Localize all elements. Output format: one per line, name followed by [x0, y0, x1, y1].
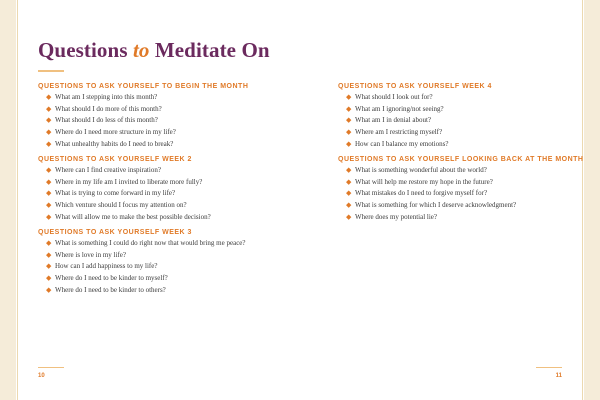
- list-item: [338, 139, 492, 151]
- diamond-bullet-icon: ◆: [346, 189, 352, 198]
- list-item: [338, 200, 584, 212]
- question-text: What unhealthy habits do I need to break?: [55, 139, 174, 148]
- question-text: What should I do less of this month?: [55, 116, 158, 125]
- diamond-bullet-icon: ◆: [46, 93, 52, 101]
- list-item: [38, 127, 248, 139]
- list-item: [338, 177, 584, 189]
- list-item: [38, 139, 248, 151]
- diamond-bullet-icon: ◆: [46, 250, 52, 259]
- question-text: Where is love in my life?: [55, 250, 126, 259]
- list-item: [38, 250, 246, 262]
- diamond-bullet-icon: ◆: [46, 139, 52, 148]
- section-week-3: [38, 229, 246, 297]
- diamond-bullet-icon: ◆: [346, 201, 352, 210]
- list-item: [338, 127, 492, 139]
- diamond-bullet-icon: ◆: [46, 262, 52, 271]
- list-item: [38, 261, 246, 273]
- list-item: [338, 104, 492, 116]
- diamond-bullet-icon: ◆: [46, 285, 52, 294]
- diamond-bullet-icon: ◆: [46, 212, 52, 221]
- left-frame-line: [17, 0, 18, 400]
- left-page-number: 10: [38, 373, 45, 379]
- question-list: [38, 238, 246, 297]
- question-text: What should I do more of this month?: [55, 104, 162, 113]
- question-text: Where in my life am I invited to liberate more fully?: [55, 177, 203, 186]
- section-heading: QUESTIONS TO ASK YOURSELF WEEK 4: [338, 83, 492, 90]
- diamond-bullet-icon: ◆: [46, 189, 52, 198]
- section-begin-month: [38, 83, 248, 151]
- list-item: [38, 200, 211, 212]
- section-heading: QUESTIONS TO ASK YOURSELF WEEK 3: [38, 229, 192, 236]
- diamond-bullet-icon: ◆: [346, 104, 352, 113]
- question-list: [338, 165, 584, 224]
- list-item: [338, 212, 584, 224]
- question-text: Where am I restricting myself?: [355, 128, 443, 137]
- list-item: [38, 165, 211, 177]
- question-list: [338, 92, 492, 151]
- question-text: What am I in denial about?: [355, 116, 431, 125]
- diamond-bullet-icon: ◆: [46, 116, 52, 125]
- list-item: [38, 238, 246, 250]
- question-text: How can I balance my emotions?: [355, 139, 449, 148]
- title-underline: [38, 70, 64, 72]
- question-text: How can I add happiness to my life?: [55, 262, 158, 271]
- question-text: What will allow me to make the best possible decision?: [55, 212, 211, 221]
- question-text: What is something wonderful about the world?: [355, 166, 487, 174]
- question-list: [38, 92, 248, 151]
- list-item: [38, 92, 248, 104]
- diamond-bullet-icon: ◆: [46, 239, 52, 247]
- list-item: [38, 273, 246, 285]
- list-item: [338, 188, 584, 200]
- title-part-3: Meditate On: [149, 38, 270, 62]
- question-text: What am I stepping into this month?: [55, 93, 158, 101]
- diamond-bullet-icon: ◆: [346, 93, 352, 101]
- page-title: [38, 38, 270, 63]
- list-item: [338, 115, 492, 127]
- list-item: [38, 177, 211, 189]
- list-item: [38, 104, 248, 116]
- list-item: [38, 188, 211, 200]
- right-footer-rule: [536, 367, 562, 368]
- list-item: [338, 92, 492, 104]
- right-page-number: 11: [555, 373, 562, 379]
- list-item: [38, 285, 246, 297]
- title-part-2: to: [132, 38, 150, 62]
- diamond-bullet-icon: ◆: [346, 177, 352, 186]
- question-text: Where can I find creative inspiration?: [55, 166, 161, 174]
- section-looking-back: [338, 156, 584, 224]
- question-text: Where do I need more structure in my life?: [55, 128, 176, 137]
- question-text: Where do I need to be kinder to myself?: [55, 274, 168, 283]
- section-heading: QUESTIONS TO ASK YOURSELF LOOKING BACK AT THE MONTH: [338, 156, 584, 163]
- list-item: [338, 165, 584, 177]
- diamond-bullet-icon: ◆: [46, 177, 52, 186]
- title-part-1: Questions: [38, 38, 133, 62]
- section-week-4: [338, 83, 492, 151]
- question-text: Which venture should I focus my attention on?: [55, 201, 187, 210]
- question-list: [38, 165, 211, 224]
- question-text: What mistakes do I need to forgive myself for?: [355, 189, 488, 198]
- question-text: Where do I need to be kinder to others?: [55, 285, 166, 294]
- diamond-bullet-icon: ◆: [46, 104, 52, 113]
- question-text: Where does my potential lie?: [355, 212, 438, 221]
- diamond-bullet-icon: ◆: [346, 166, 352, 174]
- left-footer-rule: [38, 367, 64, 368]
- question-text: What will help me restore my hope in the future?: [355, 177, 493, 186]
- diamond-bullet-icon: ◆: [46, 274, 52, 283]
- section-heading: QUESTIONS TO ASK YOURSELF WEEK 2: [38, 156, 192, 163]
- section-heading: QUESTIONS TO ASK YOURSELF TO BEGIN THE MONTH: [38, 83, 249, 90]
- list-item: [38, 115, 248, 127]
- question-text: What is something I could do right now that would bring me peace?: [55, 239, 246, 247]
- diamond-bullet-icon: ◆: [346, 116, 352, 125]
- question-text: What is trying to come forward in my life?: [55, 189, 176, 198]
- diamond-bullet-icon: ◆: [46, 166, 52, 174]
- question-text: What is something for which I deserve acknowledgment?: [355, 201, 517, 210]
- section-week-2: [38, 156, 211, 224]
- diamond-bullet-icon: ◆: [46, 201, 52, 210]
- list-item: [38, 212, 211, 224]
- diamond-bullet-icon: ◆: [346, 128, 352, 137]
- diamond-bullet-icon: ◆: [46, 128, 52, 137]
- question-text: What am I ignoring/not seeing?: [355, 104, 444, 113]
- diamond-bullet-icon: ◆: [346, 212, 352, 221]
- question-text: What should I look out for?: [355, 93, 433, 101]
- diamond-bullet-icon: ◆: [346, 139, 352, 148]
